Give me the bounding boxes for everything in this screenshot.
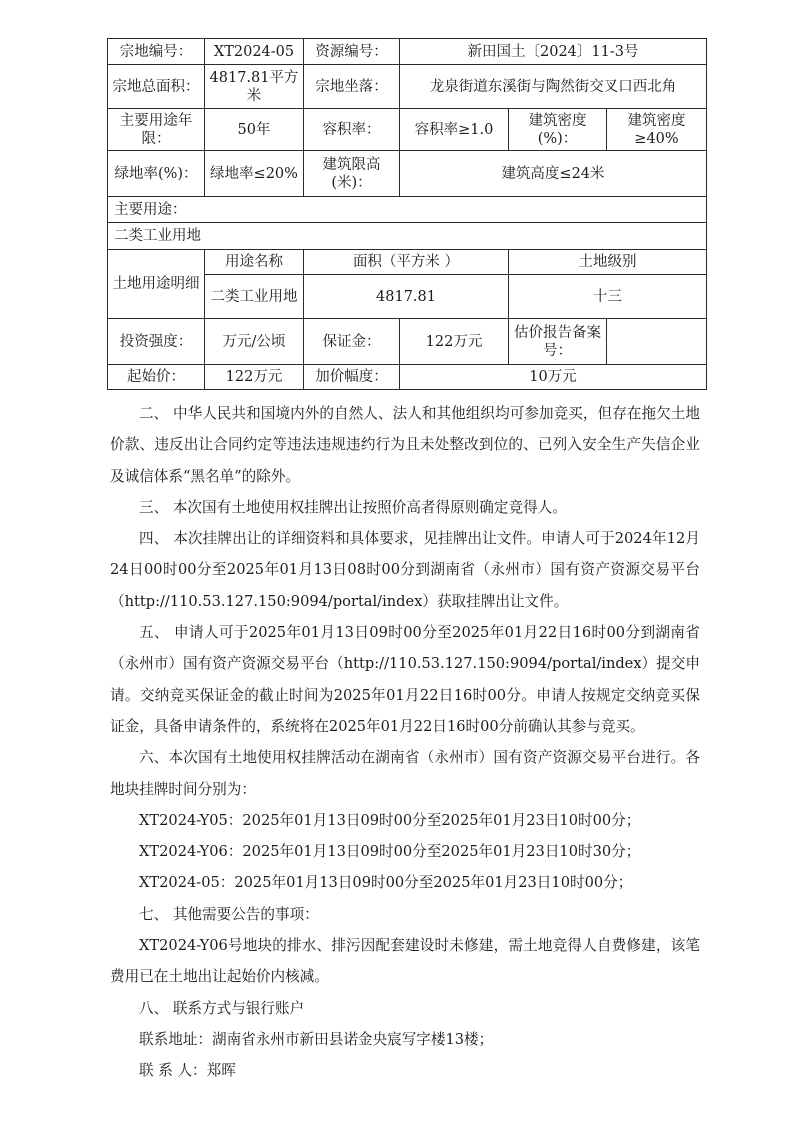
table-row (108, 151, 707, 197)
location-label: 宗地坐落： (304, 65, 400, 109)
density-label: 建筑密度(%)： (509, 109, 607, 151)
use-area-header: 面积（平方米 ） (304, 250, 509, 275)
land-grade-value: 十三 (509, 275, 707, 319)
increment-label: 加价幅度： (304, 365, 400, 390)
far-label: 容积率： (304, 109, 400, 151)
increment-value: 10万元 (400, 365, 707, 390)
table-row (108, 109, 707, 151)
resource-no-label: 资源编号： (304, 39, 400, 65)
paragraph: 五、 申请人可于2025年01月13日09时00分至2025年01月22日16时00分到湖南省（永州市）国有资产资源交易平台（http://110.53.127.150:9094/portal/index）提交申请。交纳竞买保证金的截止时间为2025年01月22日16时00分。申请人按规定交纳竞买保证金，具备申请条件的，系统将在2025年01月22日16时00分前确认其参与竞买。 (110, 624, 700, 735)
paragraph: XT2024-Y06号地块的排水、排污因配套建设时未修建，需土地竞得人自费修建，该笔费用已在土地出让起始价内核减。 (110, 937, 700, 986)
use-area-value: 4817.81 (304, 275, 509, 319)
land-grade-header: 土地级别 (509, 250, 707, 275)
parcel-no-label: 宗地编号： (108, 39, 205, 65)
main-use-label: 主要用途： (108, 197, 707, 223)
paragraph: 三、 本次国有土地使用权挂牌出让按照价高者得原则确定竞得人。 (139, 498, 567, 516)
table-row (108, 365, 707, 390)
parcel-no-value: XT2024-05 (205, 39, 304, 65)
start-price-value: 122万元 (205, 365, 304, 390)
deposit-value: 122万元 (400, 319, 509, 365)
main-use-value: 二类工业用地 (108, 223, 707, 250)
paragraph: 联 系 人：郑晖 (139, 1062, 236, 1080)
paragraph: 六、本次国有土地使用权挂牌活动在湖南省（永州市）国有资产资源交易平台进行。各地块挂牌时间分别为： (110, 749, 700, 798)
paragraph: 二、 中华人民共和国境内外的自然人、法人和其他组织均可参加竞买，但存在拖欠土地价款、违反出让合同约定等违法违规违约行为且未处整改到位的、已列入安全生产失信企业及诚信体系“黑名单”的除外。 (110, 405, 700, 485)
paragraph: 八、 联系方式与银行账户 (139, 999, 305, 1017)
area-value: 4817.81平方米 (205, 65, 304, 109)
paragraph: XT2024-Y06：2025年01月13日09时00分至2025年01月23日10时30分； (139, 843, 641, 861)
table-row (108, 65, 707, 109)
paragraph: 联系地址：湖南省永州市新田县诺金央宸写字楼13楼； (139, 1030, 494, 1048)
paragraph: 七、 其他需要公告的事项： (139, 905, 319, 923)
announcement-body (110, 398, 700, 1087)
area-label: 宗地总面积： (108, 65, 205, 109)
table-row (108, 250, 707, 275)
start-price-label: 起始价： (108, 365, 205, 390)
table-row (108, 319, 707, 365)
green-label: 绿地率(%)： (108, 151, 205, 197)
use-detail-label: 土地用途明细 (108, 250, 205, 319)
invest-label: 投资强度： (108, 319, 205, 365)
resource-no-value: 新田国土〔2024〕11-3号 (400, 39, 707, 65)
table-row (108, 223, 707, 250)
term-value: 50年 (205, 109, 304, 151)
report-no-value (607, 319, 707, 365)
green-value: 绿地率≤20% (205, 151, 304, 197)
table-row (108, 197, 707, 223)
far-value: 容积率≥1.0 (400, 109, 509, 151)
term-label: 主要用途年限： (108, 109, 205, 151)
density-value: 建筑密度≥40% (607, 109, 707, 151)
use-name-header: 用途名称 (205, 250, 304, 275)
paragraph: XT2024-05：2025年01月13日09时00分至2025年01月23日10时00分； (139, 874, 633, 892)
height-value: 建筑高度≤24米 (400, 151, 707, 197)
paragraph: 四、 本次挂牌出让的详细资料和具体要求，见挂牌出让文件。申请人可于2024年12月24日00时00分至2025年01月13日08时00分到湖南省（永州市）国有资产资源交易平台（http://110.53.127.150:9094/portal/index）获取挂牌出让文件。 (110, 530, 700, 610)
table-row (108, 39, 707, 65)
location-value: 龙泉街道东溪街与陶然街交叉口西北角 (400, 65, 707, 109)
report-no-label: 估价报告备案号： (509, 319, 607, 365)
parcel-info-table (107, 38, 707, 390)
paragraph: XT2024-Y05：2025年01月13日09时00分至2025年01月23日10时00分； (139, 811, 641, 829)
height-label: 建筑限高(米)： (304, 151, 400, 197)
invest-value: 万元/公顷 (205, 319, 304, 365)
deposit-label: 保证金： (304, 319, 400, 365)
use-name-value: 二类工业用地 (205, 275, 304, 319)
